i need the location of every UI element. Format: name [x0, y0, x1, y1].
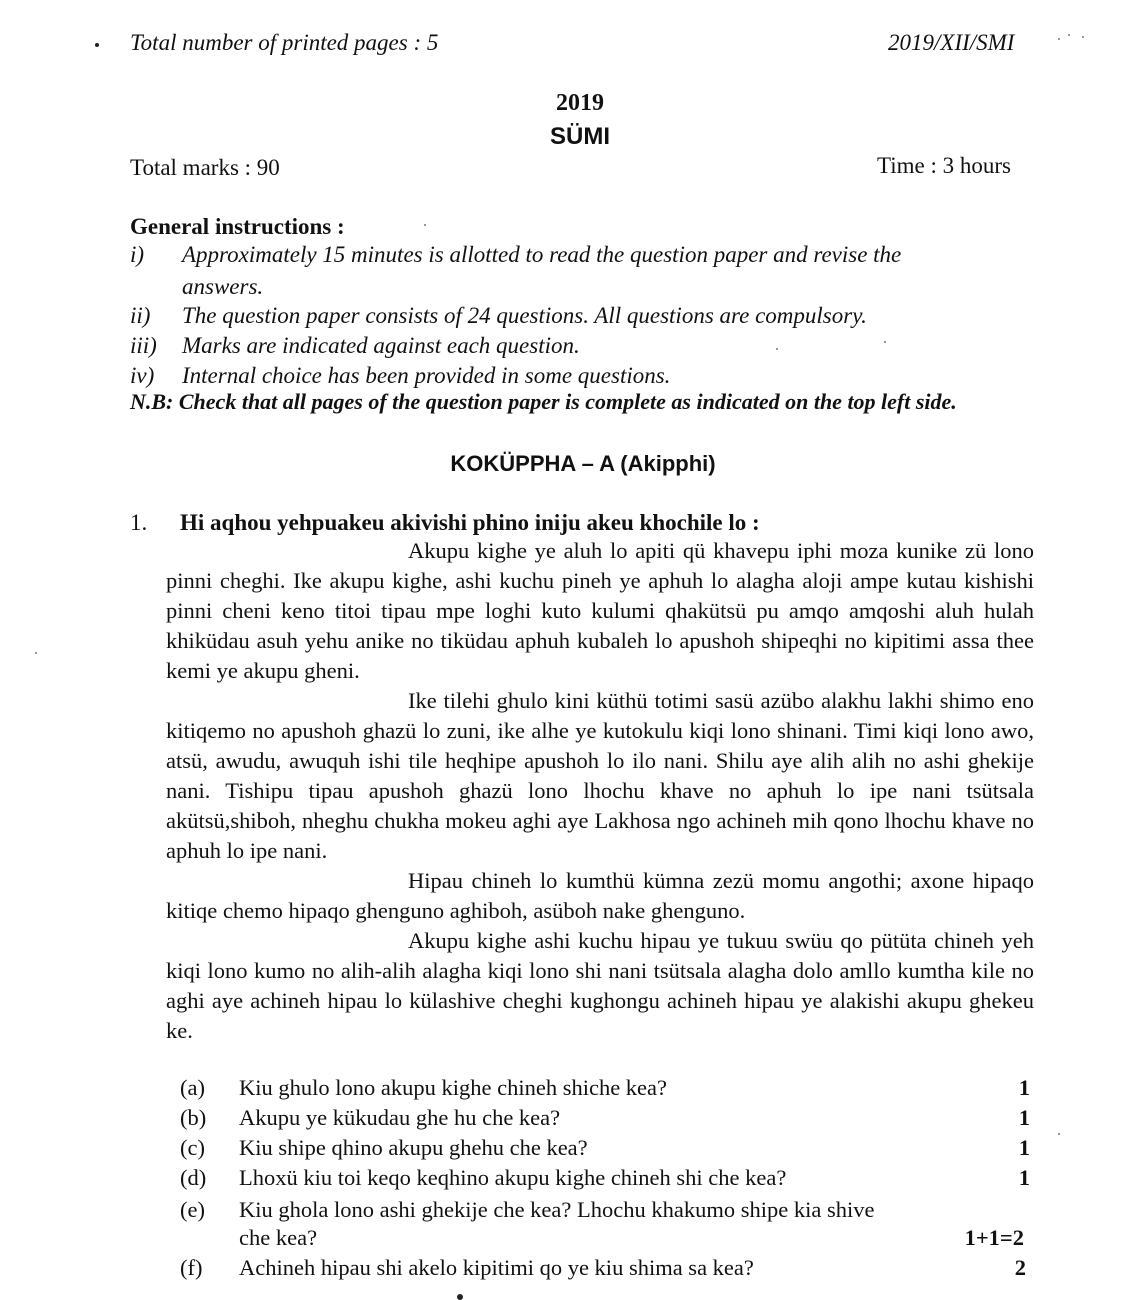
subquestion-text: che kea? [239, 1225, 318, 1250]
subquestion-text: Achineh hipau shi akelo kipitimi qo ye kiu shima sa kea? [239, 1255, 754, 1280]
subquestion-text: Kiu ghulo lono akupu kighe chineh shiche kea? [239, 1075, 668, 1100]
instruction-number: ii) [130, 303, 151, 328]
passage-paragraph: Ike tilehi ghulo kini küthü totimi sasü azübo alakhu lakhi shimo eno kitiqemo no apushoh ghazü lo zuni, ike alhe ye kutokulu kiqi lono shinani. Timi kiqi lono awo, atsü, awudu, awuquh ishi tile heqhipe apushoh lo ilo nani. Shilu aye alih alih no ashi ghekije nani. Tishipu tipau apushoh ghazü lono lhochu khave no aphuh lo ipe nani tsütsala akütsü,shiboh, nheghu chukha mokeu aghi aye Lakhosa ngo achineh mih qono lhochu khave no aphuh lo ipe nani. [166, 688, 1034, 863]
instruction-number: iv) [130, 363, 155, 388]
subquestion-marks: 1 [1018, 1105, 1030, 1130]
question-prompt: Hi aqhou yehpuakeu akivishi phino iniju akeu khochile lo : [180, 510, 760, 535]
instructions-heading: General instructions : [130, 214, 345, 239]
subquestion-text: Kiu ghola lono ashi ghekije che kea? Lhochu khakumo shipe kia shive [239, 1197, 875, 1222]
scan-speck [1058, 1133, 1060, 1135]
instruction-text: Marks are indicated against each question. [182, 333, 580, 358]
subquestion-label: (b) [180, 1105, 207, 1130]
scan-speck [884, 341, 886, 343]
subquestion-label: (f) [180, 1255, 203, 1280]
subquestion-marks: 1 [1018, 1135, 1030, 1160]
subquestion-label: (a) [180, 1075, 205, 1100]
total-pages-note: Total number of printed pages : 5 [130, 30, 439, 55]
subquestion-text: Akupu ye kükudau ghe hu che kea? [239, 1105, 561, 1130]
exam-year: 2019 [556, 90, 604, 116]
passage-paragraph: Akupu kighe ashi kuchu hipau ye tukuu swüu qo pütüta chineh yeh kiqi lono kumo no alih-alih alagha kiqi lono shi nani tsütsala alagha dolo amllo kumtha kile no aghi aye achineh hipau lo külashive cheghi kughongu achineh hipau ye alakishi akupu ghekeu ke. [166, 928, 1034, 1043]
subquestion-label: (d) [180, 1165, 207, 1190]
instruction-text: Internal choice has been provided in some questions. [182, 363, 671, 388]
section-title: KOKÜPPHA – A (Akipphi) [450, 451, 716, 476]
scan-speck [95, 43, 99, 47]
passage-paragraph: Akupu kighe ye aluh lo apiti qü khavepu iphi moza kunike zü lono pinni cheghi. Ike akupu kighe, ashi kuchu pineh ye aphuh lo alagha aloji ampe kutau kishishi pinni cheni keno titoi tipau mpe loghi kuto kulumi qhakütsü pu amqo amqoshi aluh hulah khiküdau asuh yehu anike no tiküdau aphuh kubaleh lo apushoh shipeqhi no kipitimi assa thee kemi ye akupu gheni. [166, 538, 1034, 683]
passage-paragraph: Hipau chineh lo kumthü kümna zezü momu angothi; axone hipaqo kitiqe chemo hipaqo ghenguno aghiboh, asüboh nake ghenguno. [166, 868, 1034, 923]
subquestion-label: (c) [180, 1135, 205, 1160]
scan-speck [424, 224, 426, 226]
instruction-number: iii) [130, 333, 157, 358]
paper-code: 2019/XII/SMI [888, 30, 1015, 55]
scan-speck [1082, 36, 1084, 38]
instruction-text: The question paper consists of 24 questions. All questions are compulsory. [182, 303, 867, 328]
instruction-text: answers. [182, 274, 264, 299]
nb-note: N.B: Check that all pages of the question paper is complete as indicated on the top left side. [130, 389, 957, 414]
subject-title: SÜMI [550, 123, 610, 150]
subquestion-marks: 1 [1018, 1165, 1030, 1190]
scan-speck [1058, 38, 1060, 40]
exam-time: Time : 3 hours [877, 153, 1011, 178]
subquestion-text: Lhoxü kiu toi keqo keqhino akupu kighe chineh shi che kea? [239, 1165, 787, 1190]
question-number: 1. [130, 510, 148, 535]
instruction-number: i) [130, 242, 145, 267]
subquestion-marks: 1+1=2 [964, 1225, 1024, 1250]
instruction-text: Approximately 15 minutes is allotted to read the question paper and revise the [182, 242, 902, 267]
scan-speck [457, 1294, 463, 1300]
subquestion-text: Kiu shipe qhino akupu ghehu che kea? [239, 1135, 588, 1160]
subquestion-label: (e) [180, 1197, 205, 1222]
total-marks: Total marks : 90 [130, 155, 280, 180]
scan-speck [776, 348, 778, 350]
subquestion-marks: 2 [1014, 1255, 1026, 1280]
scan-speck [35, 652, 37, 654]
scan-speck [1068, 34, 1070, 36]
subquestion-marks: 1 [1018, 1075, 1030, 1100]
